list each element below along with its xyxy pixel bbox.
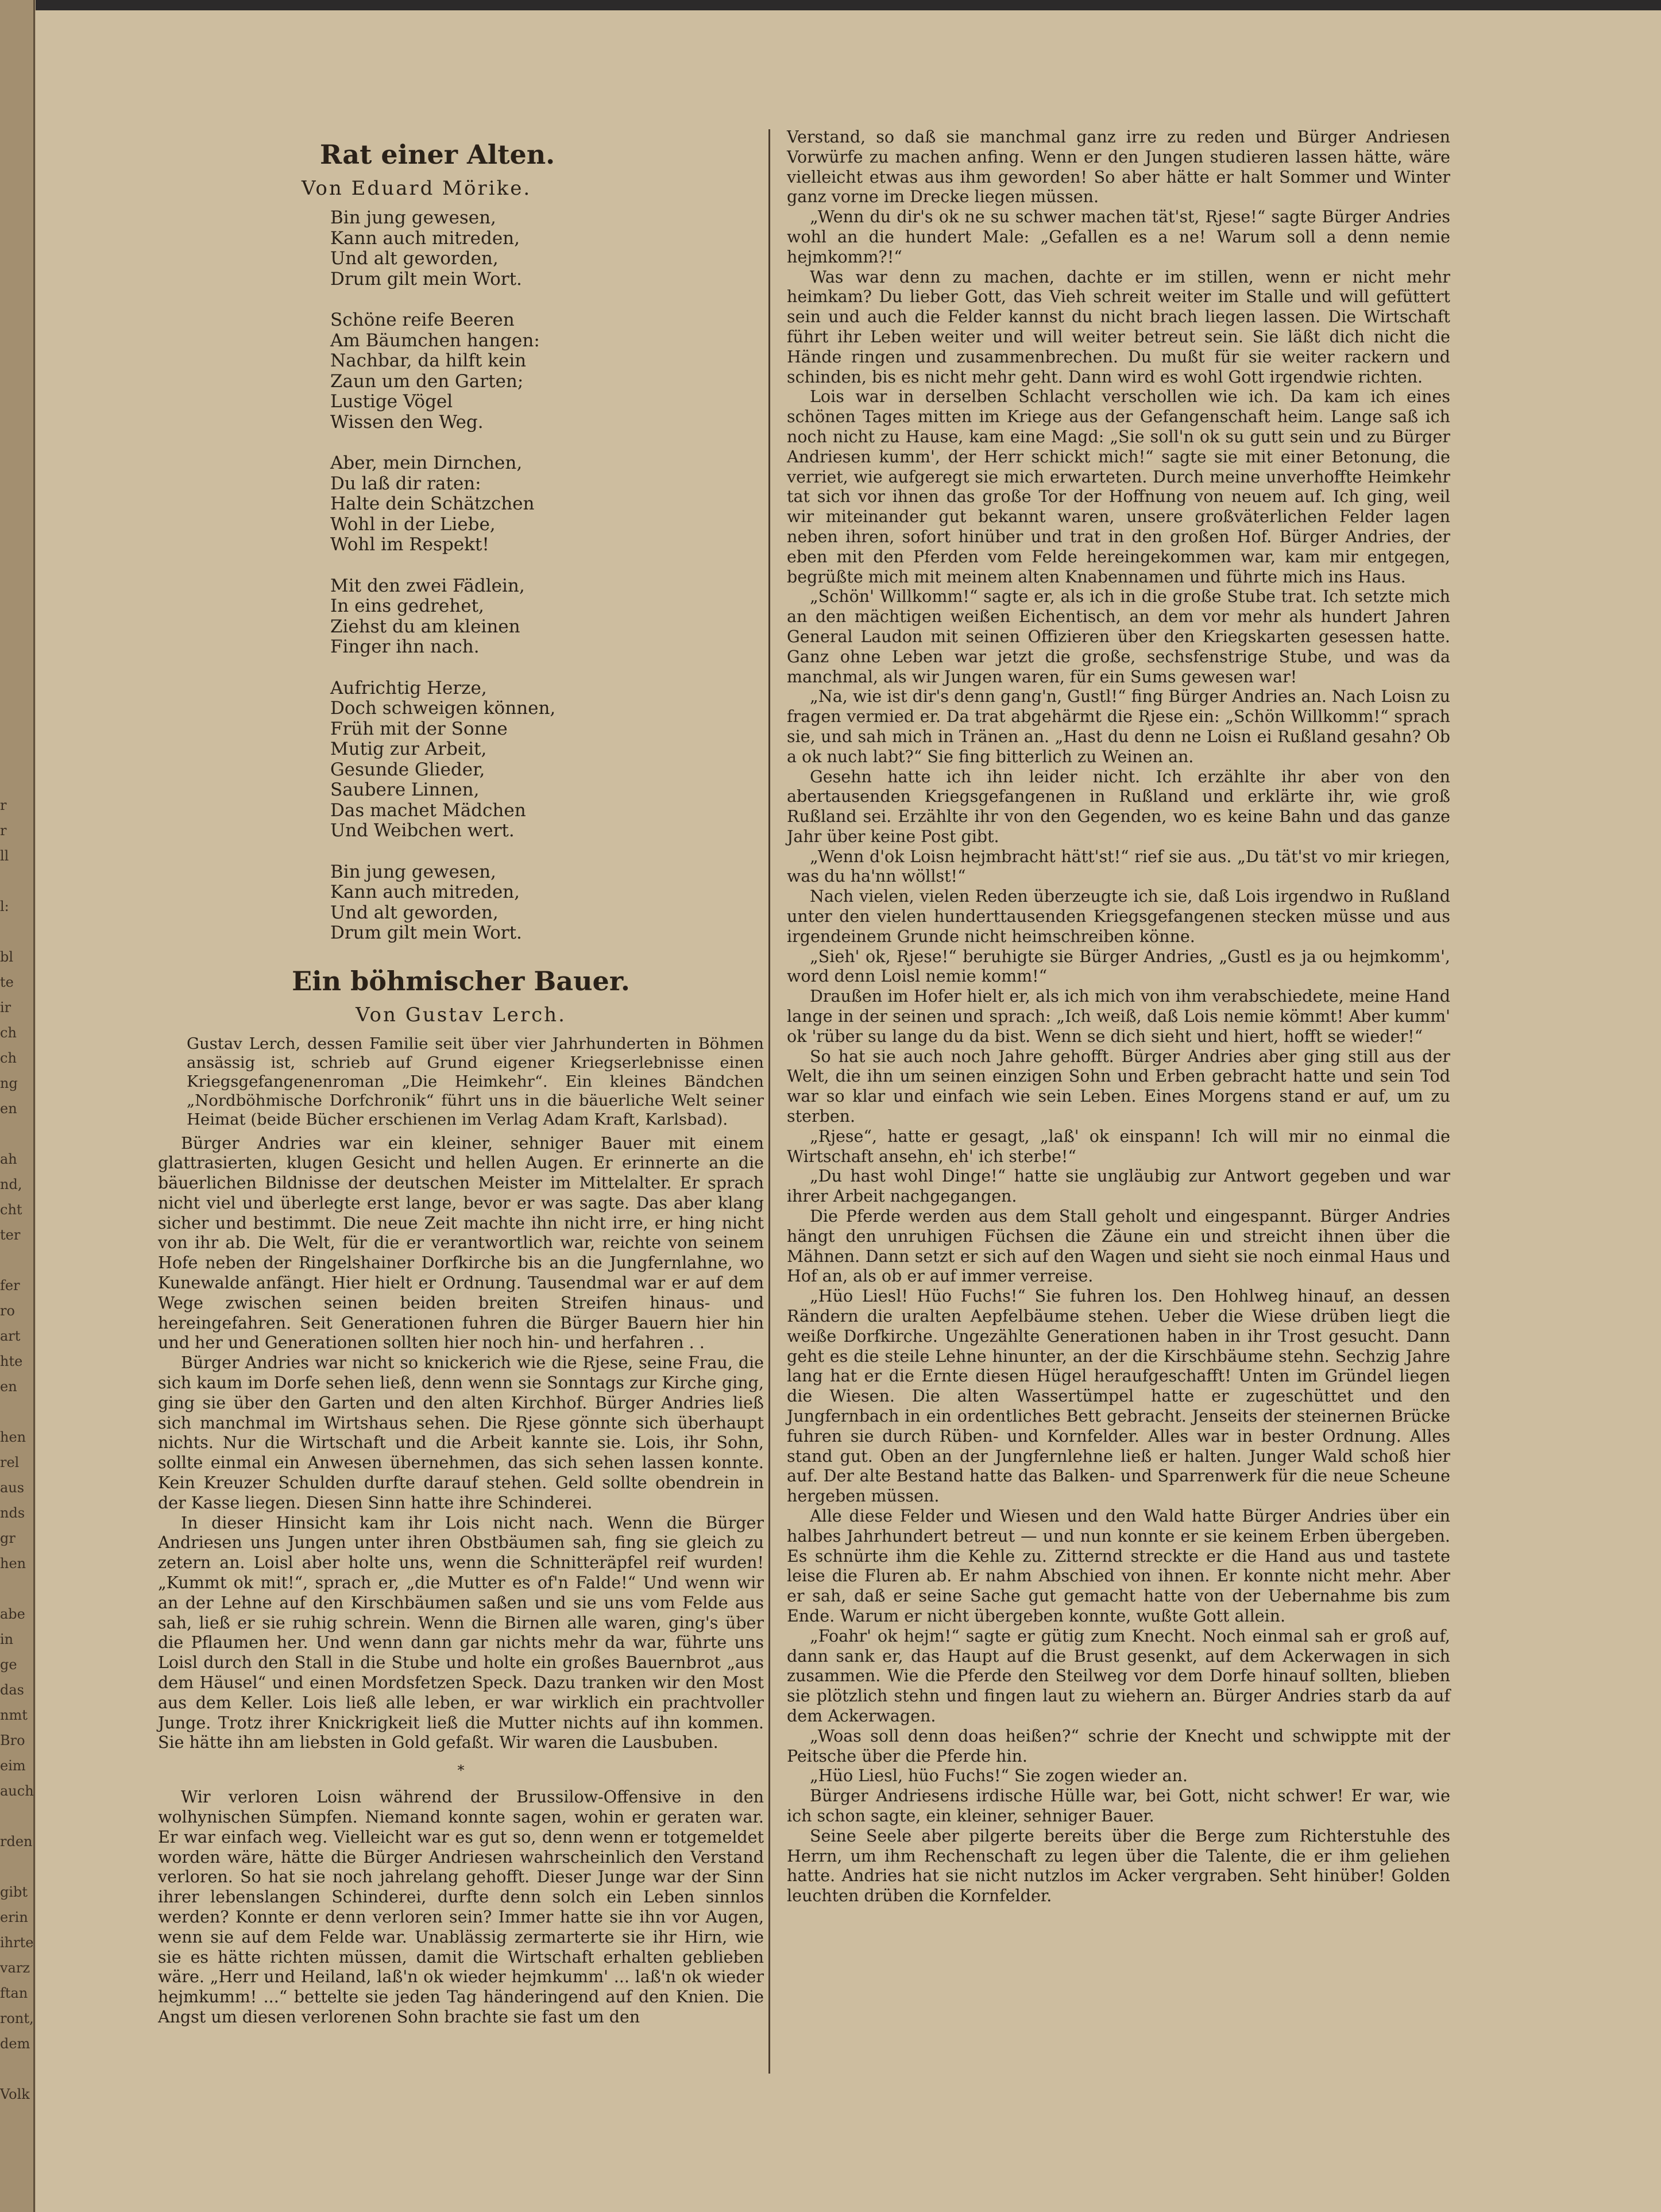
- prev-page-fragment: ng: [0, 1075, 18, 1091]
- prev-page-fragment: hen: [0, 1555, 26, 1572]
- prev-page-fragment: dem: [0, 2036, 30, 2052]
- story-paragraph: Seine Seele aber pilgerte bereits über die Berge zum Richterstuhle des Herrn, um ihm Rechenschaft zu legen über die Talente, die er ihm geliehen hatte. Andries hat sie nicht nutzlos im Acker vergraben. Seht hinüber! Golden leuchten drüben die Kornfelder.: [787, 1826, 1450, 1906]
- story-paragraph: Lois war in derselben Schlacht verschollen wie ich. Da kam ich eines schönen Tages mitten im Kriege aus der Gefangenschaft heim. Lange saß ich noch nicht zu Hause, kam eine Magd: „Sie soll'n ok su gutt sein und zu Bürger Andriesen kumm', der Herr schickt mich!“ sagte sie mit einer Betonung, die verriet, wie aufgeregt sie mich erwarteten. Durch meine unverhoffte Heimkehr tat sich vor ihnen das große Tor der Hoffnung von neuem auf. Ich ging, weil wir miteinander gut bekannt waren, unsere großväterlichen Felder lagen neben ihren, sofort hinüber und trat in den großen Hof. Bürger Andries, der eben mit den Pferden vom Felde hereingekommen war, kam mir entgegen, begrüßte mich mit meinem alten Knabennamen und führte mich ins Haus.: [787, 387, 1450, 586]
- story-paragraph: Was war denn zu machen, dachte er im stillen, wenn er nicht mehr heimkam? Du lieber Gott, das Vieh schreit weiter im Stalle und will gefüttert sein und auch die Felder kannst du nicht brach liegen lassen. Die Wirtschaft führt ihr Leben weiter und will weiter betreut sein. Sie läßt dich nicht die Hände ringen und zusammenbrechen. Du mußt für sie weiter rackern und schinden, bis es nicht mehr geht. Dann wird es wohl Gott irgendwie richten.: [787, 267, 1450, 387]
- prev-page-fragment: Volk: [0, 2086, 30, 2102]
- prev-page-fragment: ll: [0, 848, 9, 864]
- poem-line: Drum gilt mein Wort.: [330, 268, 522, 289]
- prev-page-fragment: art: [0, 1328, 21, 1344]
- story-paragraph: Bürger Andriesens irdische Hülle war, bei Gott, nicht schwer! Er war, wie ich schon sagte, ein kleiner, sehniger Bauer.: [787, 1786, 1450, 1825]
- prev-page-fragment: [0, 1576, 30, 1601]
- prev-page-fragment: nmt: [0, 1707, 28, 1723]
- story-paragraph: „Schön' Willkomm!“ sagte er, als ich in die große Stube trat. Ich setzte mich an den mächtigen weißen Eichentisch, an dem vor mehr als hundert Jahren General Laudon mit seinen Offizieren über den Kriegskarten gesessen hatte. Ganz ohne Leben war jetzt die große, sechsfenstrige Stube, und was da manchmal, als wir Jungen waren, für ein Sums gewesen war!: [787, 587, 1450, 686]
- poem-line: Ziehst du am kleinen: [330, 616, 520, 637]
- prev-page-fragment: eim: [0, 1758, 26, 1774]
- story-title: Ein böhmischer Bauer.: [292, 965, 630, 997]
- prev-page-fragment: rel: [0, 1454, 20, 1470]
- prev-page-fragment: gr: [0, 1530, 16, 1546]
- story-paragraph: „Woas soll denn doas heißen?“ schrie der Knecht und schwippte mit der Peitsche über die Pferde hin.: [787, 1726, 1450, 1766]
- prev-page-fragment: fer: [0, 1277, 20, 1294]
- poem-line: Aber, mein Dirnchen,: [330, 453, 523, 473]
- prev-page-fragment: ch: [0, 1050, 17, 1066]
- story-paragraph: „Hüo Liesl! Hüo Fuchs!“ Sie fuhren los. Den Hohlweg hinauf, an dessen Rändern die uralten Aepfelbäume stehen. Ueber die Wiese drüben liegt die weiße Dorfkirche. Ungezählte Generationen haben in ihr Trost gesucht. Dann geht es die steile Lehne hinunter, an der die Kirschbäume stehn. Sechzig Jahre lang hat er die Ernte diesen Hügel heraufgeschafft! Unten im Gründel liegen die Wiesen. Die alten Wassertümpel hatte er zugeschüttet und den Jungfernbach in ein ordentliches Bett gebracht. Jenseits der steinernen Brücke fuhren sie durch Rüben- und Kornfelder. Alles war in bester Ordnung. Alles stand gut. Oben an der Jungfernlehne ließ er halten. Junger Wald schoß hier auf. Der alte Bestand hatte das Balken- und Sparrenwerk für die neue Scheune hergeben müssen.: [787, 1287, 1450, 1506]
- poem-line: Bin jung gewesen,: [330, 861, 496, 882]
- poem-line: Saubere Linnen,: [330, 779, 480, 800]
- poem-line: Wissen den Weg.: [330, 411, 484, 433]
- prev-page-fragment: [0, 1854, 30, 1879]
- prev-page-fragment: r: [0, 823, 7, 839]
- story-left-body: [158, 1134, 764, 2028]
- poem-line: Finger ihn nach.: [330, 636, 480, 657]
- prev-page-fragment: [0, 2056, 30, 2082]
- prev-page-fragment: aus: [0, 1480, 25, 1496]
- story-paragraph: Alle diese Felder und Wiesen und den Wald hatte Bürger Andries über ein halbes Jahrhundert betreut — und nun konnte er sie keinem Erben übergeben. Es schnürte ihm die Kehle zu. Zitternd streckte er die Hand aus und tastete leise die Fluren ab. Er nahm Abschied von ihnen. Er konnte nicht mehr. Aber er sah, daß er seine Sache gut gemacht hatte von der Uebernahme bis zum Ende. Warum er nicht übergeben konnte, wußte Gott allein.: [787, 1506, 1450, 1626]
- prev-page-fragment: ro: [0, 1303, 15, 1319]
- prev-page-fragment: te: [0, 974, 14, 990]
- poem-title: Rat einer Alten.: [320, 139, 555, 170]
- prev-page-fragment: hen: [0, 1429, 26, 1445]
- poem-line: Und alt geworden,: [330, 248, 499, 269]
- story-paragraph: „Wenn du dir's ok ne su schwer machen tät'st, Rjese!“ sagte Bürger Andries wohl an die hundert Male: „Gefallen es a ne! Warum soll a denn nemie hejmkomm?!“: [787, 207, 1450, 267]
- prev-page-fragment: erin: [0, 1909, 28, 1925]
- prev-page-fragment: ter: [0, 1227, 21, 1243]
- prev-page-fragment: auch: [0, 1783, 34, 1799]
- poem-line: Schöne reife Beeren: [330, 310, 515, 330]
- poem-line: Wohl in der Liebe,: [330, 514, 496, 535]
- poem-stanza: [158, 576, 764, 658]
- story-paragraph: „Foahr' ok hejm!“ sagte er gütig zum Knecht. Noch einmal sah er groß auf, dann sank er, das Haupt auf die Brust gesenkt, auf dem Ackerwagen in sich zusammen. Wie die Pferde den Steilweg vor dem Dorfe hinauf sollten, blieben sie plötzlich stehn und fingen laut zu wiehern an. Bürger Andries starb da auf dem Ackerwagen.: [787, 1626, 1450, 1725]
- previous-page-edge: [0, 0, 35, 2212]
- prev-page-fragment: ir: [0, 999, 11, 1016]
- story-paragraph: „Wenn d'ok Loisn hejmbracht hätt'st!“ rief sie aus. „Du tät'st vo mir kriegen, was du ha'nn wöllst!“: [787, 847, 1450, 886]
- previous-page-text-fragments: [0, 793, 34, 2107]
- poem-line: Doch schweigen können,: [330, 698, 556, 719]
- story-paragraph: „Sieh' ok, Rjese!“ beruhigte sie Bürger Andries, „Gustl es ja ou hejmkomm', word denn Loisl nemie komm!“: [787, 947, 1450, 986]
- poem-line: Und alt geworden,: [330, 902, 499, 923]
- prev-page-fragment: cht: [0, 1202, 22, 1218]
- prev-page-fragment: r: [0, 797, 7, 813]
- poem-body: [158, 208, 764, 944]
- prev-page-fragment: Bro: [0, 1732, 25, 1748]
- poem-byline: Von Eduard Mörike.: [302, 177, 532, 200]
- story-paragraph: Nach vielen, vielen Reden überzeugte ich sie, daß Lois irgendwo in Rußland unter den vielen hunderttausenden Kriegsgefangenen stecken müsse und aus irgendeinem Grunde nicht heimschreiben könne.: [787, 887, 1450, 946]
- prev-page-fragment: [0, 1121, 30, 1146]
- story-paragraph: Verstand, so daß sie manchmal ganz irre zu reden und Bürger Andriesen Vorwürfe zu machen anfing. Wenn er den Jungen studieren lassen hätte, wäre vielleicht etwas aus ihm geworden! So aber hätte er halt Sommer und Winter ganz vorne im Drecke liegen müssen.: [787, 128, 1450, 207]
- poem-line: Früh mit der Sonne: [330, 718, 508, 739]
- story-paragraph: Bürger Andries war nicht so knickerich wie die Rjese, seine Frau, die sich kaum im Dorfe sehen ließ, denn wenn sie Sonntags zur Kirche ging, ging sie über den Garten und den alten Kirchhof. Bürger Andries ließ sich manchmal im Wirtshaus sehen. Die Rjese gönnte sich überhaupt nichts. Nur die Wirtschaft und die Arbeit kannte sie. Lois, ihr Sohn, sollte einmal ein Anwesen übernehmen, das sich sehen lassen konnte. Kein Kreuzer Schulden durfte darauf stehen. Geld sollte obendrein in der Kasse liegen. Diesen Sinn hatte ihre Schinderei.: [158, 1353, 764, 1512]
- poem-line: In eins gedrehet,: [330, 596, 484, 616]
- poem-line: Am Bäumchen hangen:: [330, 330, 540, 351]
- prev-page-fragment: [0, 1399, 30, 1425]
- prev-page-fragment: ah: [0, 1151, 17, 1167]
- story-paragraph: Die Pferde werden aus dem Stall geholt und eingespannt. Bürger Andries hängt den unruhigen Füchsen die Zäune ein und streicht ihnen über die Mähnen. Dann setzt er sich auf den Wagen und sieht sie noch einmal Haus und Hof an, als ob er auf immer verreise.: [787, 1207, 1450, 1286]
- prev-page-fragment: varz: [0, 1960, 30, 1976]
- poem-line: Kann auch mitreden,: [330, 882, 520, 902]
- story-paragraph: „Rjese“, hatte er gesagt, „laß' ok einspann! Ich will mir no einmal die Wirtschaft ansehn, eh' ich sterbe!“: [787, 1126, 1450, 1166]
- prev-page-fragment: bl: [0, 949, 14, 965]
- poem-line: Und Weibchen wert.: [330, 820, 515, 841]
- story-paragraph: Draußen im Hofer hielt er, als ich mich von ihm verabschiedete, meine Hand lange in der seinen und sprach: „Ich weiß, daß Lois nemie kömmt! Aber kumm' ok 'rüber su lange du da bist. Wenn se dich sieht und hiert, hofft se wieder!“: [787, 987, 1450, 1046]
- poem-line: Du laß dir raten:: [330, 473, 481, 494]
- story-byline: Von Gustav Lerch.: [356, 1003, 566, 1026]
- prev-page-fragment: en: [0, 1379, 17, 1395]
- poem-line: Wohl im Respekt!: [330, 534, 489, 555]
- column-divider: [768, 129, 770, 2074]
- prev-page-fragment: das: [0, 1682, 24, 1698]
- story-paragraph: „Du hast wohl Dinge!“ hatte sie ungläubig zur Antwort gegeben und war ihrer Arbeit nachgegangen.: [787, 1167, 1450, 1206]
- poem-line: Drum gilt mein Wort.: [330, 922, 522, 943]
- prev-page-fragment: ge: [0, 1657, 17, 1673]
- poem-line: Mutig zur Arbeit,: [330, 739, 487, 759]
- prev-page-fragment: [0, 868, 30, 894]
- story-right-body: [787, 128, 1450, 1906]
- prev-page-fragment: nds: [0, 1505, 25, 1521]
- poem-stanza: [158, 453, 764, 555]
- story-paragraph: In dieser Hinsicht kam ihr Lois nicht nach. Wenn die Bürger Andriesen uns Jungen unter ihren Obstbäumen sah, fing sie gleich zu zetern an. Loisl aber holte uns, wenn die Schnitteräpfel reif wurden! „Kummt ok mit!“, sprach er, „die Mutter es of'n Falde!“ Und wenn wir an der Lehne auf den Kirschbäumen saßen und sie uns vom Felde aus sah, ließ er sie ruhig schrein. Wenn die Birnen alle waren, ging's über die Pflaumen her. Und wenn dann gar nichts mehr da war, führte uns Loisl durch den Stall in die Stube und holte ein großes Bauernbrot „aus dem Häusel“ und einen Mordsfetzen Speck. Dazu tranken wir den Most aus dem Keller. Lois ließ alle leben, er war wirklich ein prachtvoller Junge. Trotz ihrer Knickrigkeit ließ die Mutter nichts auf ihn kommen. Sie hätte ihn am liebsten in Gold gefaßt. Wir waren die Lausbuben.: [158, 1513, 764, 1752]
- poem-stanza: [158, 862, 764, 944]
- section-separator: *: [457, 1762, 465, 1779]
- poem-line: Nachbar, da hilft kein: [330, 350, 527, 371]
- right-column: [787, 128, 1450, 1906]
- prev-page-fragment: en: [0, 1101, 17, 1117]
- prev-page-fragment: [0, 919, 30, 944]
- prev-page-fragment: ch: [0, 1025, 17, 1041]
- prev-page-fragment: in: [0, 1631, 14, 1647]
- prev-page-fragment: l:: [0, 898, 9, 914]
- story-intro: Gustav Lerch, dessen Familie seit über vier Jahrhunderten in Böhmen ansässig ist, schrieb auf Grund eigener Kriegserlebnisse einen Kriegsgefangenenroman „Die Heimkehr“. Ein kleines Bändchen „Nordböhmische Dorfchronik“ führt uns in die bäuerliche Welt seiner Heimat (beide Bücher erschienen im Verlag Adam Kraft, Karlsbad).: [187, 1034, 764, 1129]
- poem-line: Zaun um den Garten;: [330, 370, 524, 392]
- prev-page-fragment: [0, 1804, 30, 1829]
- poem-line: Lustige Vögel: [330, 391, 453, 412]
- poem-line: Halte dein Schätzchen: [330, 493, 535, 514]
- story-paragraph: „Hüo Liesl, hüo Fuchs!“ Sie zogen wieder an.: [810, 1766, 1188, 1786]
- poem-line: Das machet Mädchen: [330, 800, 526, 821]
- poem-stanza: [158, 678, 764, 841]
- prev-page-fragment: ftan: [0, 1985, 28, 2001]
- story-paragraph: Gesehn hatte ich ihn leider nicht. Ich erzählte ihr aber von den abertausenden Kriegsgefangenen in Rußland und erklärte ihr, wie groß Rußland sei. Erzählte ihr von den Gegenden, wo es keine Bahn und das ganze Jahr über keine Post gibt.: [787, 767, 1450, 846]
- prev-page-fragment: ihrte: [0, 1935, 34, 1951]
- prev-page-fragment: [0, 1248, 30, 1273]
- prev-page-fragment: gibt: [0, 1884, 28, 1900]
- story-paragraph: So hat sie auch noch Jahre gehofft. Bürger Andries aber ging still aus der Welt, die ihn um seinen einzigen Sohn und Erben gebracht hatte und sein Tod war so klar und einfach wie sein Leben. Eines Morgens stand er auf, um zu sterben.: [787, 1047, 1450, 1126]
- story-paragraph: „Na, wie ist dir's denn gang'n, Gustl!“ fing Bürger Andries an. Nach Loisn zu fragen vermied er. Da trat abgehärmt die Rjese ein: „Schön Willkomm!“ sprach sie, und sah mich in Tränen an. „Hast du denn ne Loisn ei Rußland gesahn? Ob a ok nuch labt?“ Sie fing bitterlich zu Weinen an.: [787, 687, 1450, 766]
- prev-page-fragment: rden: [0, 1833, 33, 1850]
- left-column: [158, 138, 764, 2028]
- poem-stanza: [158, 310, 764, 433]
- poem-line: Bin jung gewesen,: [330, 207, 496, 228]
- prev-page-fragment: nd,: [0, 1176, 22, 1192]
- poem-line: Aufrichtig Herze,: [330, 677, 487, 698]
- top-dark-band: [36, 0, 1661, 10]
- poem-line: Mit den zwei Fädlein,: [330, 575, 525, 596]
- poem-line: Kann auch mitreden,: [330, 227, 520, 249]
- prev-page-fragment: abe: [0, 1606, 25, 1622]
- prev-page-fragment: hte: [0, 1353, 23, 1369]
- story-paragraph: Wir verloren Loisn während der Brussilow-Offensive in den wolhynischen Sümpfen. Niemand konnte sagen, wohin er geraten war. Er war einfach weg. Vielleicht war es gut so, denn wenn er totgemeldet worden wäre, hätte die Bürger Andriesen wahrscheinlich den Verstand verloren. So hat sie noch jahrelang gehofft. Dieser Junge war der Sinn ihrer lebenslangen Schinderei, durfte denn solch ein Leben sinnlos werden? Konnte er denn verloren sein? Immer hatte sie ihn vor Augen, wenn sie auf dem Felde war. Unablässig zermarterte sie ihr Hirn, wie sie es hätte richten müssen, damit die Wirtschaft erhalten geblieben wäre. „Herr und Heiland, laß'n ok wieder hejmkumm' ... laß'n ok wieder hejmkumm! ...“ bettelte sie jeden Tag händeringend auf den Knien. Die Angst um diesen verlorenen Sohn brachte sie fast um den: [158, 1788, 764, 2026]
- story-paragraph: Bürger Andries war ein kleiner, sehniger Bauer mit einem glattrasierten, klugen Gesicht und hellen Augen. Er erinnerte an die bäuerlichen Bildnisse der deutschen Meister im Mittelalter. Er sprach nicht viel und überlegte erst lange, bevor er was sagte. Das aber klang sicher und bestimmt. Die neue Zeit machte ihn nicht irre, er hing nicht von ihr ab. Die Welt, für die er verantwortlich war, reichte von seinem Hofe neben der Ringelshainer Dorfkirche bis an die Jungfernlahne, wo Kunewalde anfängt. Hier hielt er Ordnung. Tausendmal war er auf dem Wege zwischen seinen beiden breiten Streifen hinaus- und hereingefahren. Seit Generationen fuhren die Bürger Bauern hier hin und her und Generationen sollten hier noch hin- und herfahren . .: [158, 1133, 764, 1353]
- prev-page-fragment: ront,: [0, 2010, 34, 2026]
- poem-stanza: [158, 208, 764, 289]
- poem-line: Gesunde Glieder,: [330, 759, 485, 780]
